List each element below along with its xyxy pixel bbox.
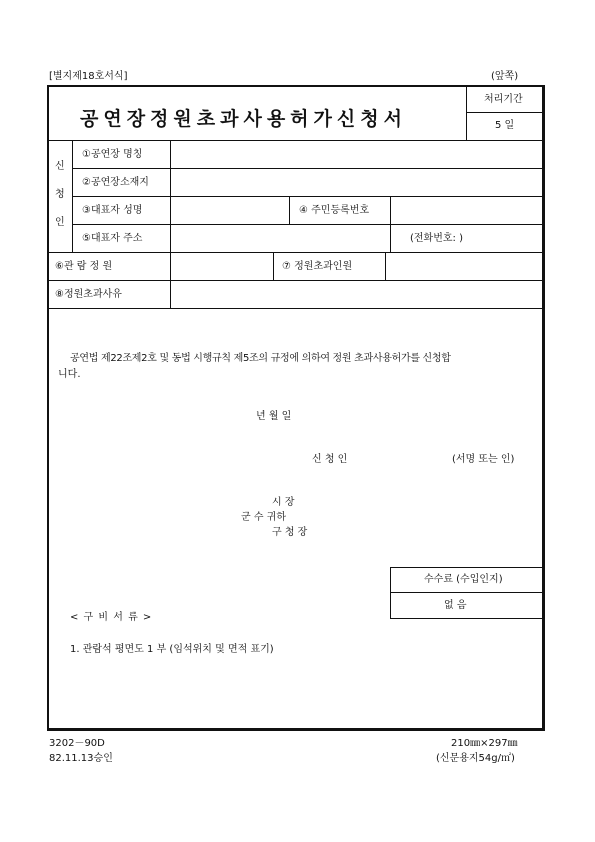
representative-name-label: ③대표자 성명 xyxy=(82,205,143,216)
page-title: 공연장정원초과사용허가신청서 xyxy=(80,108,407,130)
excess-reason-label: ⑧정원초과사유 xyxy=(55,289,122,300)
recipient-county: 군 수 귀하 xyxy=(241,512,286,523)
divider xyxy=(289,196,290,224)
recipient-mayor: 시 장 xyxy=(272,497,295,508)
applicant-signature-label: 신 청 인 xyxy=(312,454,348,465)
application-date: 년 월 일 xyxy=(256,411,292,422)
resident-number-field[interactable] xyxy=(391,197,544,223)
required-documents-heading: < 구 비 서 류 > xyxy=(70,612,153,623)
divider xyxy=(273,252,274,280)
excess-count-label: ⑦ 정원초과인원 xyxy=(282,261,353,272)
divider xyxy=(390,567,391,619)
excess-reason-field[interactable] xyxy=(171,281,544,307)
representative-address-field[interactable] xyxy=(171,225,389,251)
representative-name-field[interactable] xyxy=(171,197,288,223)
application-statement-continued: 니다. xyxy=(58,369,81,380)
paper-type: (신문용지54g/㎡) xyxy=(436,753,515,764)
processing-period-value: 5 일 xyxy=(495,120,515,131)
venue-name-label: ①공연장 명칭 xyxy=(82,149,143,160)
venue-address-label: ②공연장소재지 xyxy=(82,177,149,188)
divider xyxy=(48,308,544,309)
processing-period-label: 처리기간 xyxy=(484,94,523,105)
divider xyxy=(466,86,467,140)
venue-name-field[interactable] xyxy=(171,141,544,167)
applicant-group-label-2: 청 xyxy=(55,189,65,200)
divider xyxy=(390,592,544,593)
form-code: 3202－90D xyxy=(49,738,105,749)
viewing-capacity-label: ⑥관 람 정 원 xyxy=(55,261,113,272)
venue-address-field[interactable] xyxy=(171,169,544,195)
phone-number-label: (전화번호: ) xyxy=(410,233,463,244)
fee-label: 수수료 (수입인지) xyxy=(424,574,503,585)
recipient-district: 구 청 장 xyxy=(272,527,308,538)
form-number: [별지제18호서식] xyxy=(49,71,128,82)
applicant-signature-field[interactable] xyxy=(360,450,445,470)
paper-size: 210㎜×297㎜ xyxy=(451,738,518,749)
representative-address-label: ⑤대표자 주소 xyxy=(82,233,143,244)
divider xyxy=(390,567,544,568)
required-document-item: 1. 관람석 평면도 1 부 (임석위치 및 면적 표기) xyxy=(70,644,274,655)
approval-date: 82.11.13승인 xyxy=(49,753,113,764)
viewing-capacity-field[interactable] xyxy=(171,253,272,279)
divider xyxy=(466,112,544,113)
fee-value: 없 음 xyxy=(444,600,467,611)
resident-number-label: ④ 주민등록번호 xyxy=(299,205,370,216)
application-statement: 공연법 제22조제2호 및 동법 시행규칙 제5조의 규정에 의하여 정원 초과사용허가를 신청합 xyxy=(70,353,451,364)
divider xyxy=(390,618,544,619)
page-side: (앞쪽) xyxy=(491,71,519,82)
applicant-group-label-3: 인 xyxy=(55,217,65,228)
applicant-group-label-1: 신 xyxy=(55,161,65,172)
excess-count-field[interactable] xyxy=(386,253,544,279)
signature-note: (서명 또는 인) xyxy=(452,454,515,465)
